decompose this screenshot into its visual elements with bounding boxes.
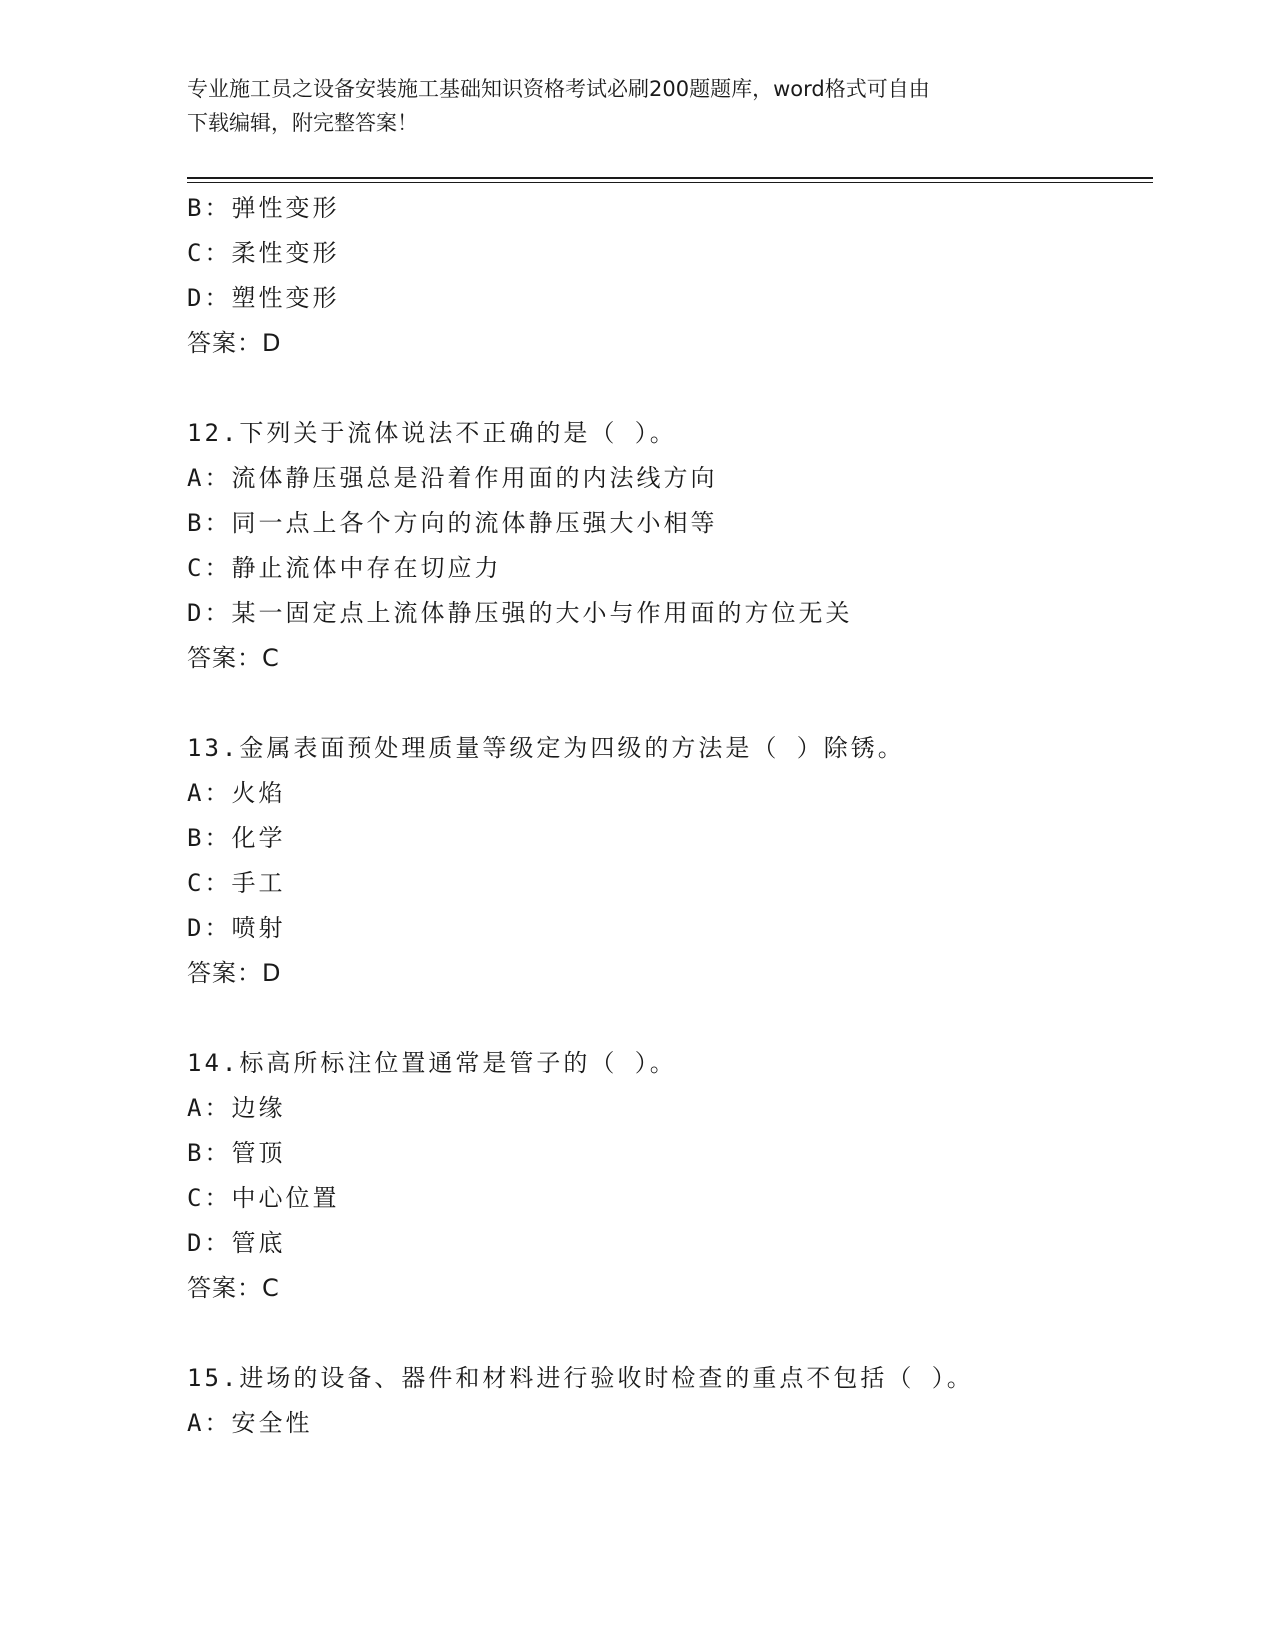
q14-option-a: A：边缘: [187, 1094, 286, 1122]
q12-option-d: D：某一固定点上流体静压强的大小与作用面的方位无关: [187, 599, 853, 627]
header-line-1: 专业施工员之设备安装施工基础知识资格考试必刷200题题库，word格式可自由: [187, 77, 930, 101]
q13-option-d: D：喷射: [187, 914, 286, 942]
q13-stem: 13.金属表面预处理质量等级定为四级的方法是（ ）除锈。: [187, 734, 905, 762]
q11-option-d: D：塑性变形: [187, 284, 340, 312]
q11-option-b: B：弹性变形: [187, 194, 340, 222]
q12-option-a: A：流体静压强总是沿着作用面的内法线方向: [187, 464, 718, 492]
q13-option-b: B：化学: [187, 824, 286, 852]
q12-option-b: B：同一点上各个方向的流体静压强大小相等: [187, 509, 718, 537]
q11-option-c: C：柔性变形: [187, 239, 340, 267]
q12-stem: 12.下列关于流体说法不正确的是（ ）。: [187, 419, 677, 447]
q14-option-c: C：中心位置: [187, 1184, 340, 1212]
q15-stem: 15.进场的设备、器件和材料进行验收时检查的重点不包括（ ）。: [187, 1364, 974, 1392]
header-divider-thick: [187, 177, 1153, 179]
header-divider-thin: [187, 182, 1153, 183]
q13-answer: 答案：D: [187, 959, 282, 987]
q14-answer: 答案：C: [187, 1274, 280, 1302]
q14-stem: 14.标高所标注位置通常是管子的（ ）。: [187, 1049, 677, 1077]
q12-answer: 答案：C: [187, 644, 280, 672]
header-line-2: 下载编辑，附完整答案！: [187, 111, 418, 135]
q14-option-d: D：管底: [187, 1229, 286, 1257]
q11-answer: 答案：D: [187, 329, 282, 357]
q14-option-b: B：管顶: [187, 1139, 286, 1167]
q13-option-a: A：火焰: [187, 779, 286, 807]
q13-option-c: C：手工: [187, 869, 286, 897]
q15-option-a: A：安全性: [187, 1409, 313, 1437]
document-header: [187, 72, 1067, 140]
q12-option-c: C：静止流体中存在切应力: [187, 554, 502, 582]
